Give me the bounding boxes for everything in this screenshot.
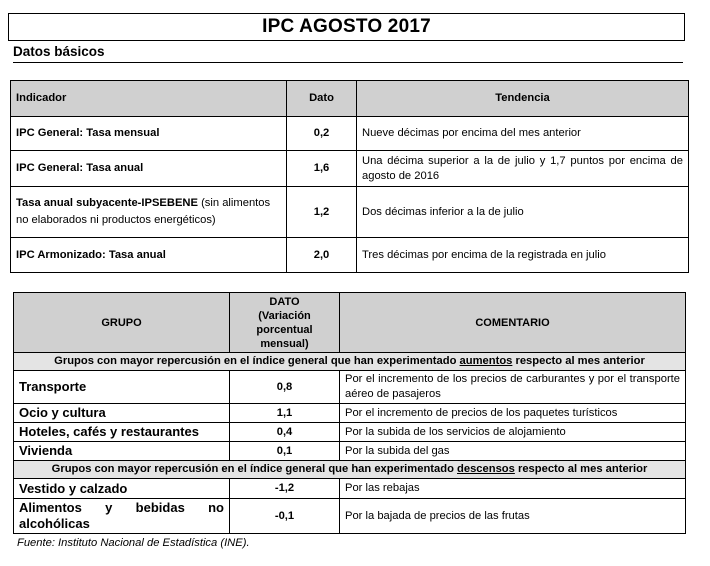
- trend-cell: Dos décimas inferior a la de julio: [357, 187, 689, 238]
- table-row: [14, 499, 686, 534]
- indicator-label: IPC Armonizado: Tasa anual: [16, 248, 166, 261]
- comment-cell: Por el incremento de precios de los paquetes turísticos: [340, 404, 686, 423]
- value-header-line: porcentual mensual): [256, 323, 313, 350]
- section-heading-increases: [14, 353, 686, 371]
- value-cell: 0,4: [230, 423, 340, 442]
- heading-text: respecto al mes anterior: [512, 355, 645, 367]
- comment-cell: Por las rebajas: [340, 479, 686, 499]
- table-row: [14, 479, 686, 499]
- source-note: Fuente: Instituto Nacional de Estadística (INE).: [17, 537, 250, 549]
- indicator-cell: [11, 151, 287, 187]
- column-header-trend: Tendencia: [357, 81, 689, 117]
- value-header-line: DATO: [269, 295, 300, 308]
- section-subtitle: Datos básicos: [13, 44, 683, 63]
- group-cell: Vivienda: [14, 442, 230, 461]
- value-cell: -0,1: [230, 499, 340, 534]
- column-header-comment: COMENTARIO: [340, 293, 686, 353]
- section-heading-row-increases: [14, 353, 686, 371]
- indicator-label: IPC General: Tasa anual: [16, 162, 144, 174]
- value-cell: -1,2: [230, 479, 340, 499]
- table-header-row: [11, 81, 689, 117]
- value-cell: 2,0: [287, 238, 357, 273]
- section-heading-decreases: [14, 461, 686, 479]
- table-header-row: [14, 293, 686, 353]
- indicator-label: Tasa anual subyacente-IPSEBENE: [16, 197, 198, 209]
- column-header-value: [230, 293, 340, 353]
- page-title: IPC AGOSTO 2017: [8, 13, 685, 41]
- heading-text: Grupos con mayor repercusión en el índice general que han experimentado: [54, 355, 460, 367]
- column-header-group: GRUPO: [14, 293, 230, 353]
- table-row: [14, 371, 686, 404]
- basic-data-table: [10, 80, 689, 273]
- value-cell: 1,2: [287, 187, 357, 238]
- value-cell: 1,1: [230, 404, 340, 423]
- trend-cell: Nueve décimas por encima del mes anterior: [357, 117, 689, 151]
- table-row: [14, 423, 686, 442]
- group-cell: Ocio y cultura: [14, 404, 230, 423]
- comment-cell: Por la bajada de precios de las frutas: [340, 499, 686, 534]
- indicator-cell: [11, 187, 287, 238]
- value-cell: 0,8: [230, 371, 340, 404]
- value-cell: 0,1: [230, 442, 340, 461]
- indicator-label: IPC General: Tasa mensual: [16, 127, 160, 139]
- value-cell: 0,2: [287, 117, 357, 151]
- trend-cell: Una décima superior a la de julio y 1,7 puntos por encima de agosto de 2016: [357, 151, 689, 187]
- indicator-note: (sin alimentos no elaborados ni productos energéticos): [16, 197, 271, 226]
- table-row: [11, 151, 689, 187]
- table-row: [11, 117, 689, 151]
- group-cell: Alimentos y bebidas no alcohólicas: [14, 499, 230, 534]
- column-header-value: Dato: [287, 81, 357, 117]
- group-cell: Transporte: [14, 371, 230, 404]
- column-header-indicator: Indicador: [11, 81, 287, 117]
- table-row: [14, 442, 686, 461]
- value-header-line: (Variación: [258, 309, 311, 322]
- heading-text: respecto al mes anterior: [514, 463, 648, 475]
- comment-cell: Por la subida de los servicios de alojamiento: [340, 423, 686, 442]
- table-row: [14, 404, 686, 423]
- group-cell: Hoteles, cafés y restaurantes: [14, 423, 230, 442]
- indicator-cell: [11, 117, 287, 151]
- section-heading-row-decreases: [14, 461, 686, 479]
- value-cell: 1,6: [287, 151, 357, 187]
- heading-keyword: descensos: [457, 463, 515, 475]
- group-cell: Vestido y calzado: [14, 479, 230, 499]
- heading-text: Grupos con mayor repercusión en el índice general que han experimentado: [51, 463, 458, 475]
- indicator-cell: [11, 238, 287, 273]
- table-row: [11, 238, 689, 273]
- trend-cell: Tres décimas por encima de la registrada en julio: [357, 238, 689, 273]
- comment-cell: Por el incremento de los precios de carburantes y por el transporte aéreo de pasajeros: [340, 371, 686, 404]
- group-data-table: [13, 292, 686, 534]
- heading-keyword: aumentos: [459, 355, 513, 367]
- comment-cell: Por la subida del gas: [340, 442, 686, 461]
- table-row: [11, 187, 689, 238]
